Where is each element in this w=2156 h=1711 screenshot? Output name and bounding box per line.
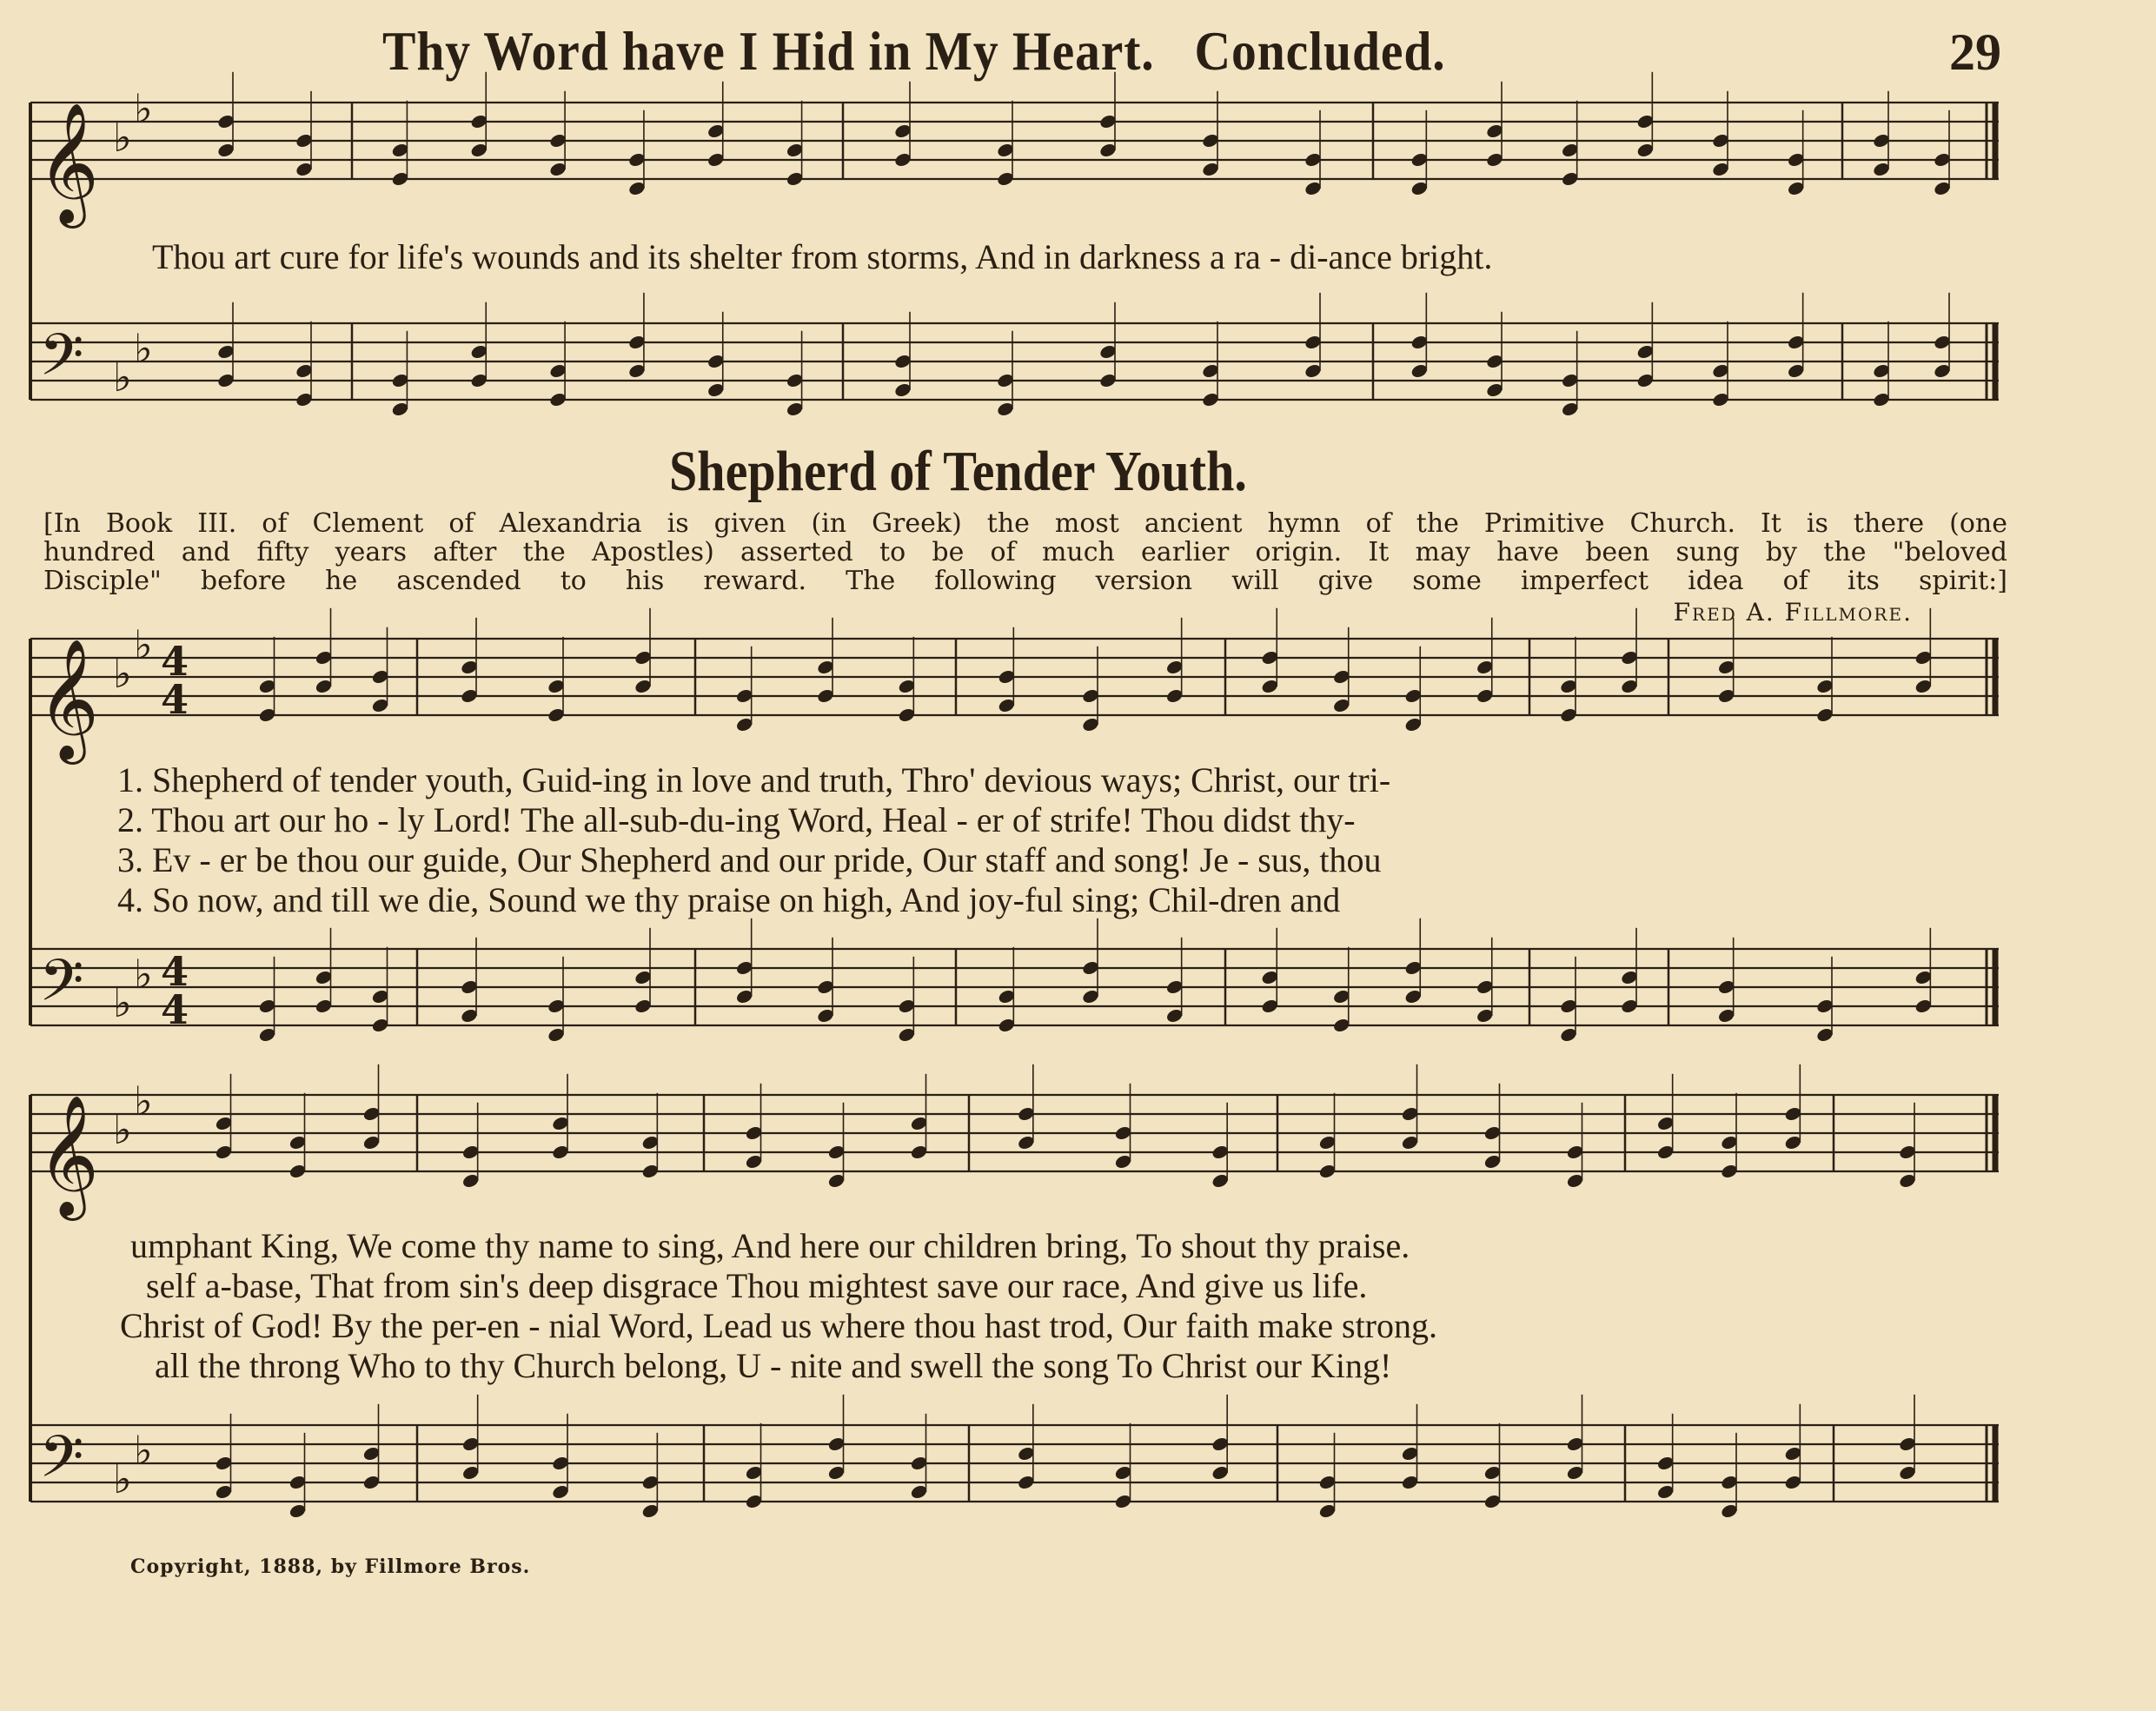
flat-sign-icon: ♭ (134, 325, 153, 372)
time-signature-top: 4 (161, 948, 189, 995)
flat-sign-icon: ♭ (134, 1078, 153, 1124)
verse-3-part-2: Christ of God! By the per-en - nial Word, Lead us where thou hast trod, Our faith make strong. (120, 1306, 1437, 1345)
verse-3-part-1: 3. Ev - er be thou our guide, Our Shepherd and our pride, Our staff and song! Je - sus, thou (117, 840, 1382, 879)
copyright-notice: Copyright, 1888, by Fillmore Bros. (130, 1555, 531, 1578)
clef-icon: 𝄢 (39, 322, 84, 402)
note-line: Disciple" before he ascended to his reward. The following version will give some imperfect idea of its spirit:] (43, 566, 2007, 596)
flat-sign-icon: ♭ (113, 1456, 132, 1502)
time-signature-bottom: 4 (161, 676, 189, 723)
verse-2-part-1: 2. Thou art our ho - ly Lord! The all-sub-du-ing Word, Heal - er of strife! Thou didst thy- (117, 800, 1356, 839)
clef-icon: 𝄞 (37, 639, 99, 759)
flat-sign-icon: ♭ (134, 1427, 153, 1474)
verse-1-part-2: umphant King, We come thy name to sing, And here our children bring, To shout thy praise. (130, 1226, 1410, 1265)
top-system-lyric: Thou art cure for life's wounds and its shelter from storms, And in darkness a ra - di-ance bright. (152, 237, 1493, 276)
hymn-title: Shepherd of Tender Youth. (669, 440, 1247, 503)
note-line: [In Book III. of Clement of Alexandria is given (in Greek) the most ancient hymn of the Primitive Church. It is there (one (43, 508, 2007, 539)
time-signature-top: 4 (161, 638, 189, 685)
page-number: 29 (1949, 23, 2001, 81)
flat-sign-icon: ♭ (113, 114, 132, 161)
clef-icon: 𝄢 (39, 1423, 84, 1504)
flat-sign-icon: ♭ (134, 951, 153, 998)
verse-1-part-1: 1. Shepherd of tender youth, Guid-ing in love and truth, Thro' devious ways; Christ, our tri- (117, 760, 1391, 799)
note-line: hundred and fifty years after the Apostles) asserted to be of much earlier origin. It may have been sung by the "beloved (43, 537, 2007, 567)
flat-sign-icon: ♭ (113, 979, 132, 1026)
flat-sign-icon: ♭ (134, 621, 153, 668)
verse-4-part-2: all the throng Who to thy Church belong, U - nite and swell the song To Christ our King! (155, 1346, 1392, 1385)
clef-icon: 𝄞 (37, 103, 99, 223)
verse-4-part-1: 4. So now, and till we die, Sound we thy praise on high, And joy-ful sing; Chil-dren and (117, 880, 1341, 919)
author-credit: Fred A. Fillmore. (1673, 598, 1913, 627)
clef-icon: 𝄢 (39, 947, 84, 1028)
hymn-historical-note (43, 509, 2007, 595)
concluded-label: Concluded. (1194, 20, 1446, 82)
flat-sign-icon: ♭ (113, 650, 132, 697)
clef-icon: 𝄞 (37, 1095, 99, 1216)
verse-2-part-2: self a-base, That from sin's deep disgrace Thou mightest save our race, And give us life. (146, 1266, 1368, 1305)
flat-sign-icon: ♭ (113, 354, 132, 401)
flat-sign-icon: ♭ (134, 85, 153, 132)
time-signature-bottom: 4 (161, 986, 189, 1033)
song-title-continued: Thy Word have I Hid in My Heart. (382, 20, 1155, 82)
flat-sign-icon: ♭ (113, 1106, 132, 1153)
